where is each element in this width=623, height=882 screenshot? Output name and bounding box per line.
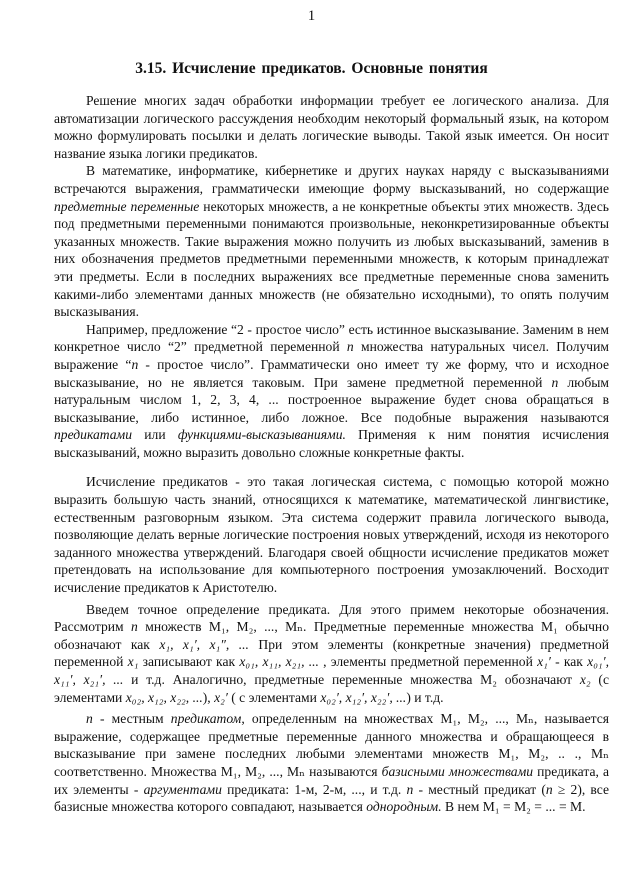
text-run: предиката: 1-м, 2-м, ..., и т.д. bbox=[221, 781, 407, 797]
variable-n: n bbox=[406, 781, 414, 797]
term-predicates: предикатами bbox=[54, 427, 133, 443]
text-run: ( с элементами bbox=[227, 689, 321, 705]
text-run: некоторых множеств, а не конкретные объекты этих множеств. Здесь под предметными переменными понимаются произвольные, неконкретизированные объекты указанных множеств. Такие выражения можно получить из любых высказываний, заменив в них обозначения предметов предметными переменными множеств, к которым принадлежат эти предметы. Если в последних выражениях все предметные переменные снова заменить какими-либо элементами данных множеств (не обязательно исходными), то опять получим высказывания. bbox=[54, 198, 609, 320]
paragraph-3 bbox=[54, 321, 609, 462]
page-number: 1 bbox=[307, 8, 316, 24]
term-subject-variables: предметные переменные bbox=[54, 198, 200, 214]
variable-n: n bbox=[131, 356, 139, 372]
variable-n: n bbox=[551, 374, 559, 390]
text-run: множества натуральных чисел. Получим выражение “ bbox=[54, 339, 609, 372]
variable-n: n bbox=[545, 781, 553, 797]
text-run: - местный предикат ( bbox=[413, 781, 546, 797]
variable-n: n bbox=[131, 619, 138, 635]
text-run: , элементы предметной переменной bbox=[318, 654, 538, 670]
text-run: любым натуральным числом 1, 2, 3, 4, ... построенное выражение будет снова обращаться в высказывание, либо истинное, либо ложное. Все подобные выражения называются bbox=[54, 374, 609, 425]
paragraph-6 bbox=[54, 710, 609, 816]
paragraph-2 bbox=[54, 162, 609, 320]
variable-x1: x₁ bbox=[127, 654, 139, 670]
variable-list: x₁, x₁′, x₁″, ... bbox=[159, 636, 249, 652]
term-basis-sets: базисными множествами bbox=[381, 763, 534, 779]
variable-list: x₀₁, x₁₁, x₂₁, ... bbox=[239, 654, 319, 670]
text-run: Введем точное определение предиката. Для этого примем некоторые обозначения. Рассмотрим bbox=[54, 601, 609, 635]
text-run: В математике, информатике, кибернетике и других науках наряду с высказываниями встречаются выражения, грамматически имеющие форму высказываний, но содержащие bbox=[54, 163, 609, 196]
text-run: - местным bbox=[92, 711, 171, 727]
term-predicate: предикатом bbox=[170, 711, 242, 727]
document-body bbox=[54, 92, 609, 816]
text-run: В нем M₁ = M₂ = ... = M. bbox=[441, 799, 586, 815]
text-run: множеств M₁, M₂, ..., Mₙ. Предметные переменные множества M₁ обычно обозначают как bbox=[54, 619, 609, 652]
section-heading: 3.15. Исчисление предикатов. Основные понятия bbox=[135, 60, 488, 77]
variable-x2: x₂ bbox=[579, 672, 591, 687]
variable-list: x₀₁′, x₁₁′, x₂₁′, ... bbox=[54, 654, 610, 687]
text-run: и т.д. Аналогично, предметные переменные множества M₂ обозначают bbox=[123, 672, 580, 687]
variable-n: n bbox=[86, 711, 93, 727]
text-run: записывают как bbox=[138, 654, 240, 670]
term-arguments: аргументами bbox=[143, 781, 222, 797]
text-run: При этом элементы (конкретные значения) предметной переменной bbox=[54, 636, 609, 670]
text-run: ), bbox=[202, 689, 215, 705]
text-run: ≥ 2), все базисные множества которого совпадают, называется bbox=[54, 781, 610, 815]
variable-x1-prime: x₁′ bbox=[537, 654, 551, 670]
variable-list: x₀₂, x₁₂, x₂₂, ... bbox=[125, 689, 203, 705]
text-run: предиката, а их элементы - bbox=[54, 763, 609, 797]
text-run: - простое число”. Грамматически оно имеет ту же форму, что и исходное высказывание, но не является таковым. При замене предметной переменной bbox=[54, 356, 609, 390]
term-homogeneous: однородным. bbox=[366, 799, 442, 815]
text-run: ) и т.д. bbox=[406, 689, 444, 705]
term-functions-statements: функциями-высказываниями. bbox=[177, 427, 346, 443]
text-run: Например, предложение “2 - простое число” есть истинное высказывание. Заменим в нем конкретное число “2” предметной переменной bbox=[54, 321, 609, 355]
variable-n: n bbox=[346, 339, 354, 355]
text-run: (с элементами bbox=[54, 672, 609, 705]
text-run: Применяя к ним понятия исчисления высказываний, можно выразить довольно сложные конкретные факты. bbox=[54, 427, 610, 460]
paragraph-5 bbox=[54, 601, 609, 707]
text-run: или bbox=[132, 427, 178, 443]
text-run: - как bbox=[550, 654, 588, 670]
paragraph-4: Исчисление предикатов - это такая логическая система, с помощью которой можно выразить большую часть знаний, относящихся к математике, математической лингвистике, естественным разговорным языком. Эта система содержит правила логического вывода, позволяющие делать верные логические построения новых утверждений, исходя из некоторого заданного множества утверждений. Благодаря своей общности исчисление предикатов может претендовать на использование для компьютерного построения умозаключений. Восходит исчисление предикатов к Аристотелю. bbox=[54, 474, 609, 596]
text-run: , определенным на множествах M₁, M₂, ..., Mₙ, называется выражение, содержащее предметные переменные данного множества и обращающееся в высказывание при замене последних любыми элементами множеств M₁, M₂, .. ., Mₙ соответственно. Множества M₁, M₂, ..., Mₙ называются bbox=[54, 711, 609, 779]
paragraph-1: Решение многих задач обработки информации требует ее логического анализа. Для автоматизации логического рассуждения необходим некоторый формальный язык, на котором можно формулировать посылки и делать логические выводы. Такой язык имеется. Он носит название языка логики предикатов. bbox=[54, 93, 609, 161]
variable-list: x₀₂′, x₁₂′, x₂₂′, ... bbox=[320, 689, 407, 705]
variable-x2-prime: x₂′ bbox=[214, 689, 228, 705]
